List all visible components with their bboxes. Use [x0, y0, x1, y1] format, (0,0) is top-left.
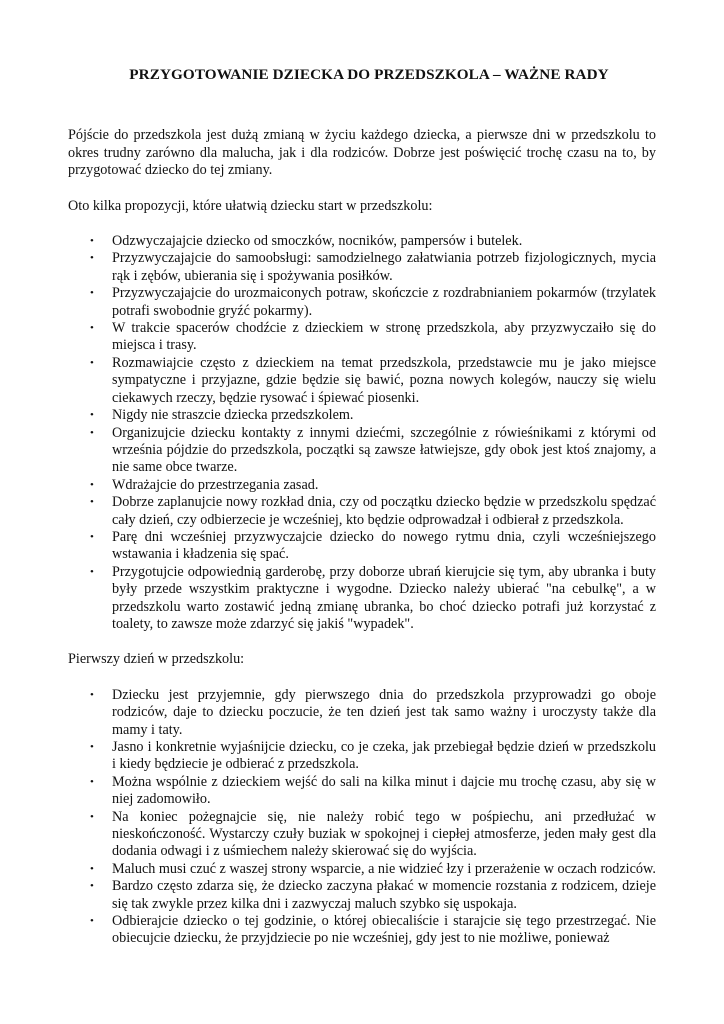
bullet-icon: • [90, 565, 94, 578]
bullet-icon: • [90, 356, 94, 369]
list-item: • Odbierajcie dziecko o tej godzinie, o której obiecaliście i starajcie się tego przestrzegać. Nie obiecujcie dziecku, że przyjdziecie po nie wcześniej, gdy jest to nie możliwe, ponieważ [90, 913, 656, 947]
bullet-icon: • [90, 322, 94, 335]
list-item: • Organizujcie dziecku kontakty z innymi dziećmi, szczególnie z rówieśnikami z którymi od września pójdzie do przedszkola, początki są zawsze łatwiejsze, gdy obok jest ktoś znajomy, a nie same obce twarze. [90, 424, 656, 476]
bullet-icon: • [90, 862, 94, 875]
bullet-icon: • [90, 496, 94, 509]
list-item: • Odzwyczajajcie dziecko od smoczków, nocników, pampersów i butelek. [90, 233, 523, 250]
section2-lead: Pierwszy dzień w przedszkolu: [68, 651, 245, 668]
list-item: • Jasno i konkretnie wyjaśnijcie dziecku, co je czeka, jak przebiegał będzie dzień w przedszkolu i kiedy będziecie je odbierać z przedszkola. [90, 739, 656, 773]
list-item: • Rozmawiajcie często z dzieckiem na temat przedszkola, przedstawcie mu je jako miejsce sympatyczne i przyjazne, gdzie będzie się bawić, pozna nowych kolegów, nauczy się wielu ciekawych rzeczy, będzie rysować i śpiewać piosenki. [90, 354, 656, 406]
bullet-icon: • [90, 915, 94, 928]
bullet-icon: • [90, 688, 94, 701]
bullet-icon: • [90, 880, 94, 893]
list-item: • Bardzo często zdarza się, że dziecko zaczyna płakać w momencie rozstania z rodzicem, dzieje się tak zwykle przez kilka dni i zazwyczaj maluch szybko się uspokaja. [90, 878, 656, 912]
bullet-icon: • [90, 235, 94, 248]
list-item: • Nigdy nie straszcie dziecka przedszkolem. [90, 407, 354, 424]
list-item: • Można wspólnie z dzieckiem wejść do sali na kilka minut i dajcie mu trochę czasu, aby się w niej zadomowiło. [90, 773, 656, 808]
list-item: • Parę dni wcześniej przyzwyczajcie dziecko do nowego rytmu dnia, czyli wcześniejszego wstawania i kładzenia się spać. [90, 528, 656, 563]
bullet-icon: • [90, 775, 94, 788]
list-item: • Przygotujcie odpowiednią garderobę, przy doborze ubrań kierujcie się tym, aby ubranka i buty były przede wszystkim praktyczne i wygodne. Dziecko należy ubierać "na cebulkę", a w przedszkolu warto zostawić jedną zmianę ubranka, bo choć dziecko potrafi już korzystać z toalety, to zawsze może zdarzyć się jakiś "wypadek". [90, 563, 656, 632]
page-title: PRZYGOTOWANIE DZIECKA DO PRZEDSZKOLA – WAŻNE RADY [129, 66, 609, 83]
list-item: • Dziecku jest przyjemnie, gdy pierwszego dnia do przedszkola przyprowadzi go oboje rodziców, daje to dziecku poczucie, że ten dzień jest tak samo ważny i uroczysty także dla mamy i taty. [90, 686, 656, 738]
bullet-icon: • [90, 287, 94, 300]
bullet-icon: • [90, 409, 94, 422]
list-item: • Dobrze zaplanujcie nowy rozkład dnia, czy od początku dziecko będzie w przedszkolu spędzać cały dzień, czy odbierzecie je wcześniej, kto będzie odprowadzał i odbierał z przedszkola. [90, 494, 656, 528]
list-item: • Maluch musi czuć z waszej strony wsparcie, a nie widzieć łzy i przerażenie w oczach rodziców. [90, 860, 656, 877]
bullet-icon: • [90, 426, 94, 439]
list-item: • Przyzwyczajajcie do urozmaiconych potraw, skończcie z rozdrabnianiem pokarmów (trzylatek potrafi swobodnie gryźć pokarmy). [90, 285, 656, 319]
bullet-icon: • [90, 478, 94, 491]
intro-paragraph: Pójście do przedszkola jest dużą zmianą w życiu każdego dziecka, a pierwsze dni w przedszkolu to okres trudny zarówno dla malucha, jak i dla rodziców. Dobrze jest poświęcić trochę czasu na to, by przygotować dziecko do tej zmiany. [68, 127, 656, 179]
list-item: • Przyzwyczajajcie do samoobsługi: samodzielnego załatwiania potrzeb fizjologicznych, mycia rąk i zębów, ubierania się i spożywania posiłków. [90, 250, 656, 284]
section2-list [68, 687, 656, 948]
list-item: • Wdrażajcie do przestrzegania zasad. [90, 476, 319, 493]
section1-list [68, 233, 656, 633]
bullet-icon: • [90, 252, 94, 265]
list-item: • W trakcie spacerów chodźcie z dzieckiem w stronę przedszkola, aby przyzwyczaiło się do miejsca i trasy. [90, 320, 656, 354]
bullet-icon: • [90, 530, 94, 543]
bullet-icon: • [90, 810, 94, 823]
bullet-icon: • [90, 741, 94, 753]
list-item: • Na koniec pożegnajcie się, nie należy robić tego w pośpiechu, ani przedłużać w nieskończoność. Wystarczy czuły buziak w spokojnej i ciepłej atmosferze, jeden mały gest dla dodania odwagi i z uśmiechem należy skierować się do wyjścia. [90, 808, 656, 860]
section1-lead: Oto kilka propozycji, które ułatwią dziecku start w przedszkolu: [68, 197, 433, 214]
